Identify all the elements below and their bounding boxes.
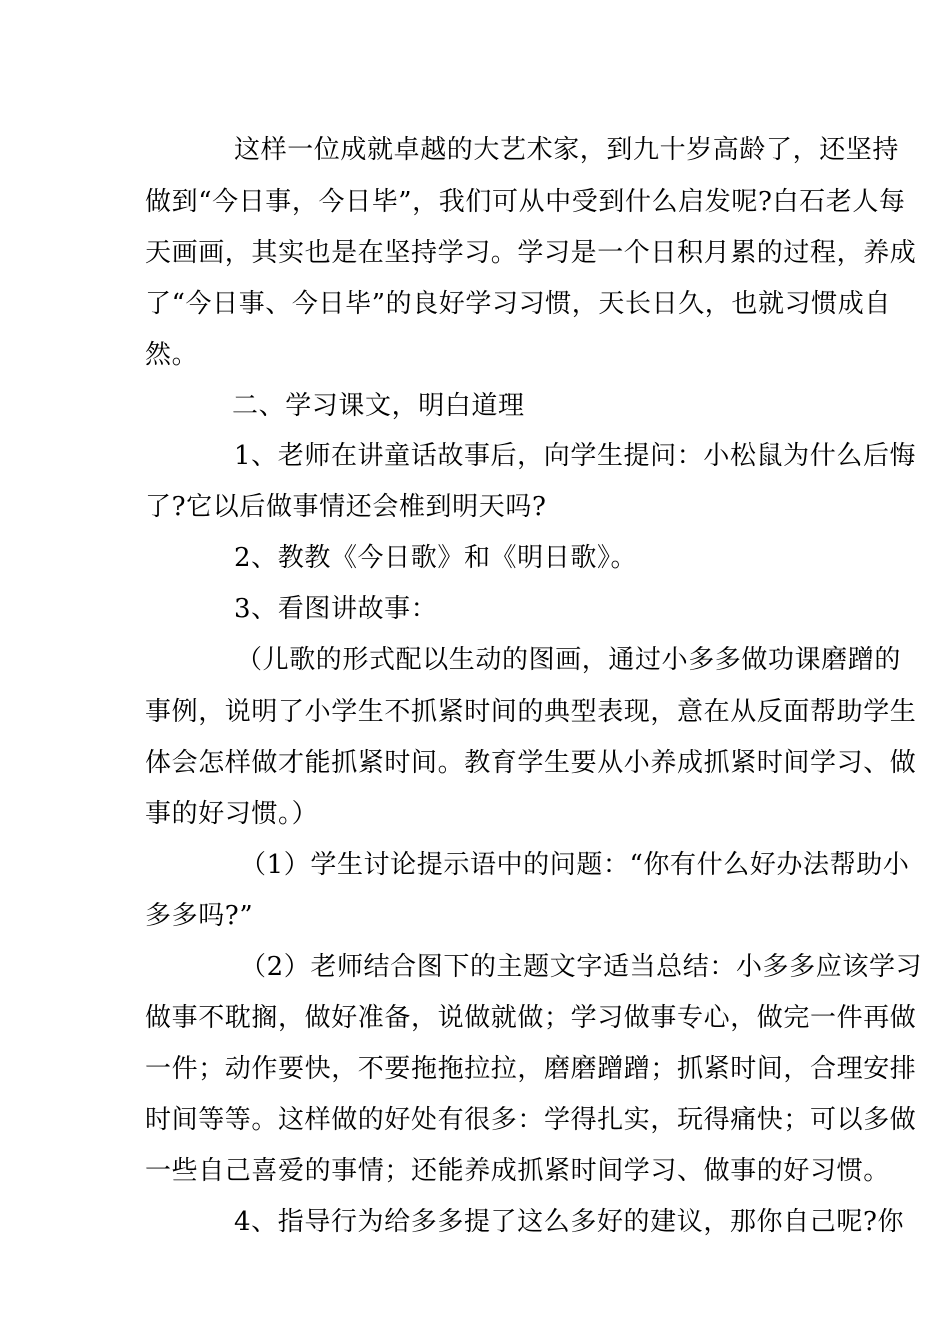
note-line-2: 事例，说明了小学生不抓紧时间的典型表现，意在从反面帮助学生 <box>145 697 917 727</box>
paragraph-1-line-1: 这样一位成就卓越的大艺术家，到九十岁高龄了，还坚持 <box>234 135 900 165</box>
subitem-2-line-5: 一些自己喜爱的事情；还能养成抓紧时间学习、做事的好习惯。 <box>145 1156 890 1186</box>
paragraph-1-line-2: 做到“今日事，今日毕”，我们可从中受到什么启发呢?白石老人每 <box>145 187 906 217</box>
item-4-line-1: 4、指导行为给多多提了这么多好的建议，那你自己呢?你 <box>234 1207 905 1237</box>
subitem-1-line-2: 多多吗?” <box>145 901 254 931</box>
item-1-line-1: 1、老师在讲童话故事后，向学生提问：小松鼠为什么后悔 <box>234 441 917 471</box>
item-2: 2、教教《今日歌》和《明日歌》。 <box>234 543 638 573</box>
paragraph-1-line-5: 然。 <box>145 340 199 370</box>
item-1-line-2: 了?它以后做事情还会椎到明天吗? <box>145 492 547 522</box>
subitem-2-line-4: 时间等等。这样做的好处有很多：学得扎实，玩得痛快；可以多做 <box>145 1105 917 1135</box>
paragraph-1-line-4: 了“今日事、今日毕”的良好学习习惯，天长日久，也就习惯成自 <box>145 289 891 319</box>
note-line-3: 体会怎样做才能抓紧时间。教育学生要从小养成抓紧时间学习、做 <box>145 748 917 778</box>
item-3: 3、看图讲故事： <box>234 594 438 624</box>
subitem-1-line-1: （1）学生讨论提示语中的问题：“你有什么好办法帮助小 <box>240 850 910 880</box>
paragraph-1-line-3: 天画画，其实也是在坚持学习。学习是一个日积月累的过程，养成 <box>145 238 917 268</box>
section-heading: 二、学习课文，明白道理 <box>232 391 525 421</box>
note-line-4: 事的好习惯。） <box>145 799 319 829</box>
subitem-2-line-1: （2）老师结合图下的主题文字适当总结：小多多应该学习 <box>240 952 923 982</box>
subitem-2-line-3: 一件；动作要快，不要拖拖拉拉，磨磨蹭蹭；抓紧时间，合理安排 <box>145 1054 917 1084</box>
note-line-1: （儿歌的形式配以生动的图画，通过小多多做功课磨蹭的 <box>236 645 902 675</box>
subitem-2-line-2: 做事不耽搁，做好准备，说做就做；学习做事专心，做完一件再做 <box>145 1003 917 1033</box>
